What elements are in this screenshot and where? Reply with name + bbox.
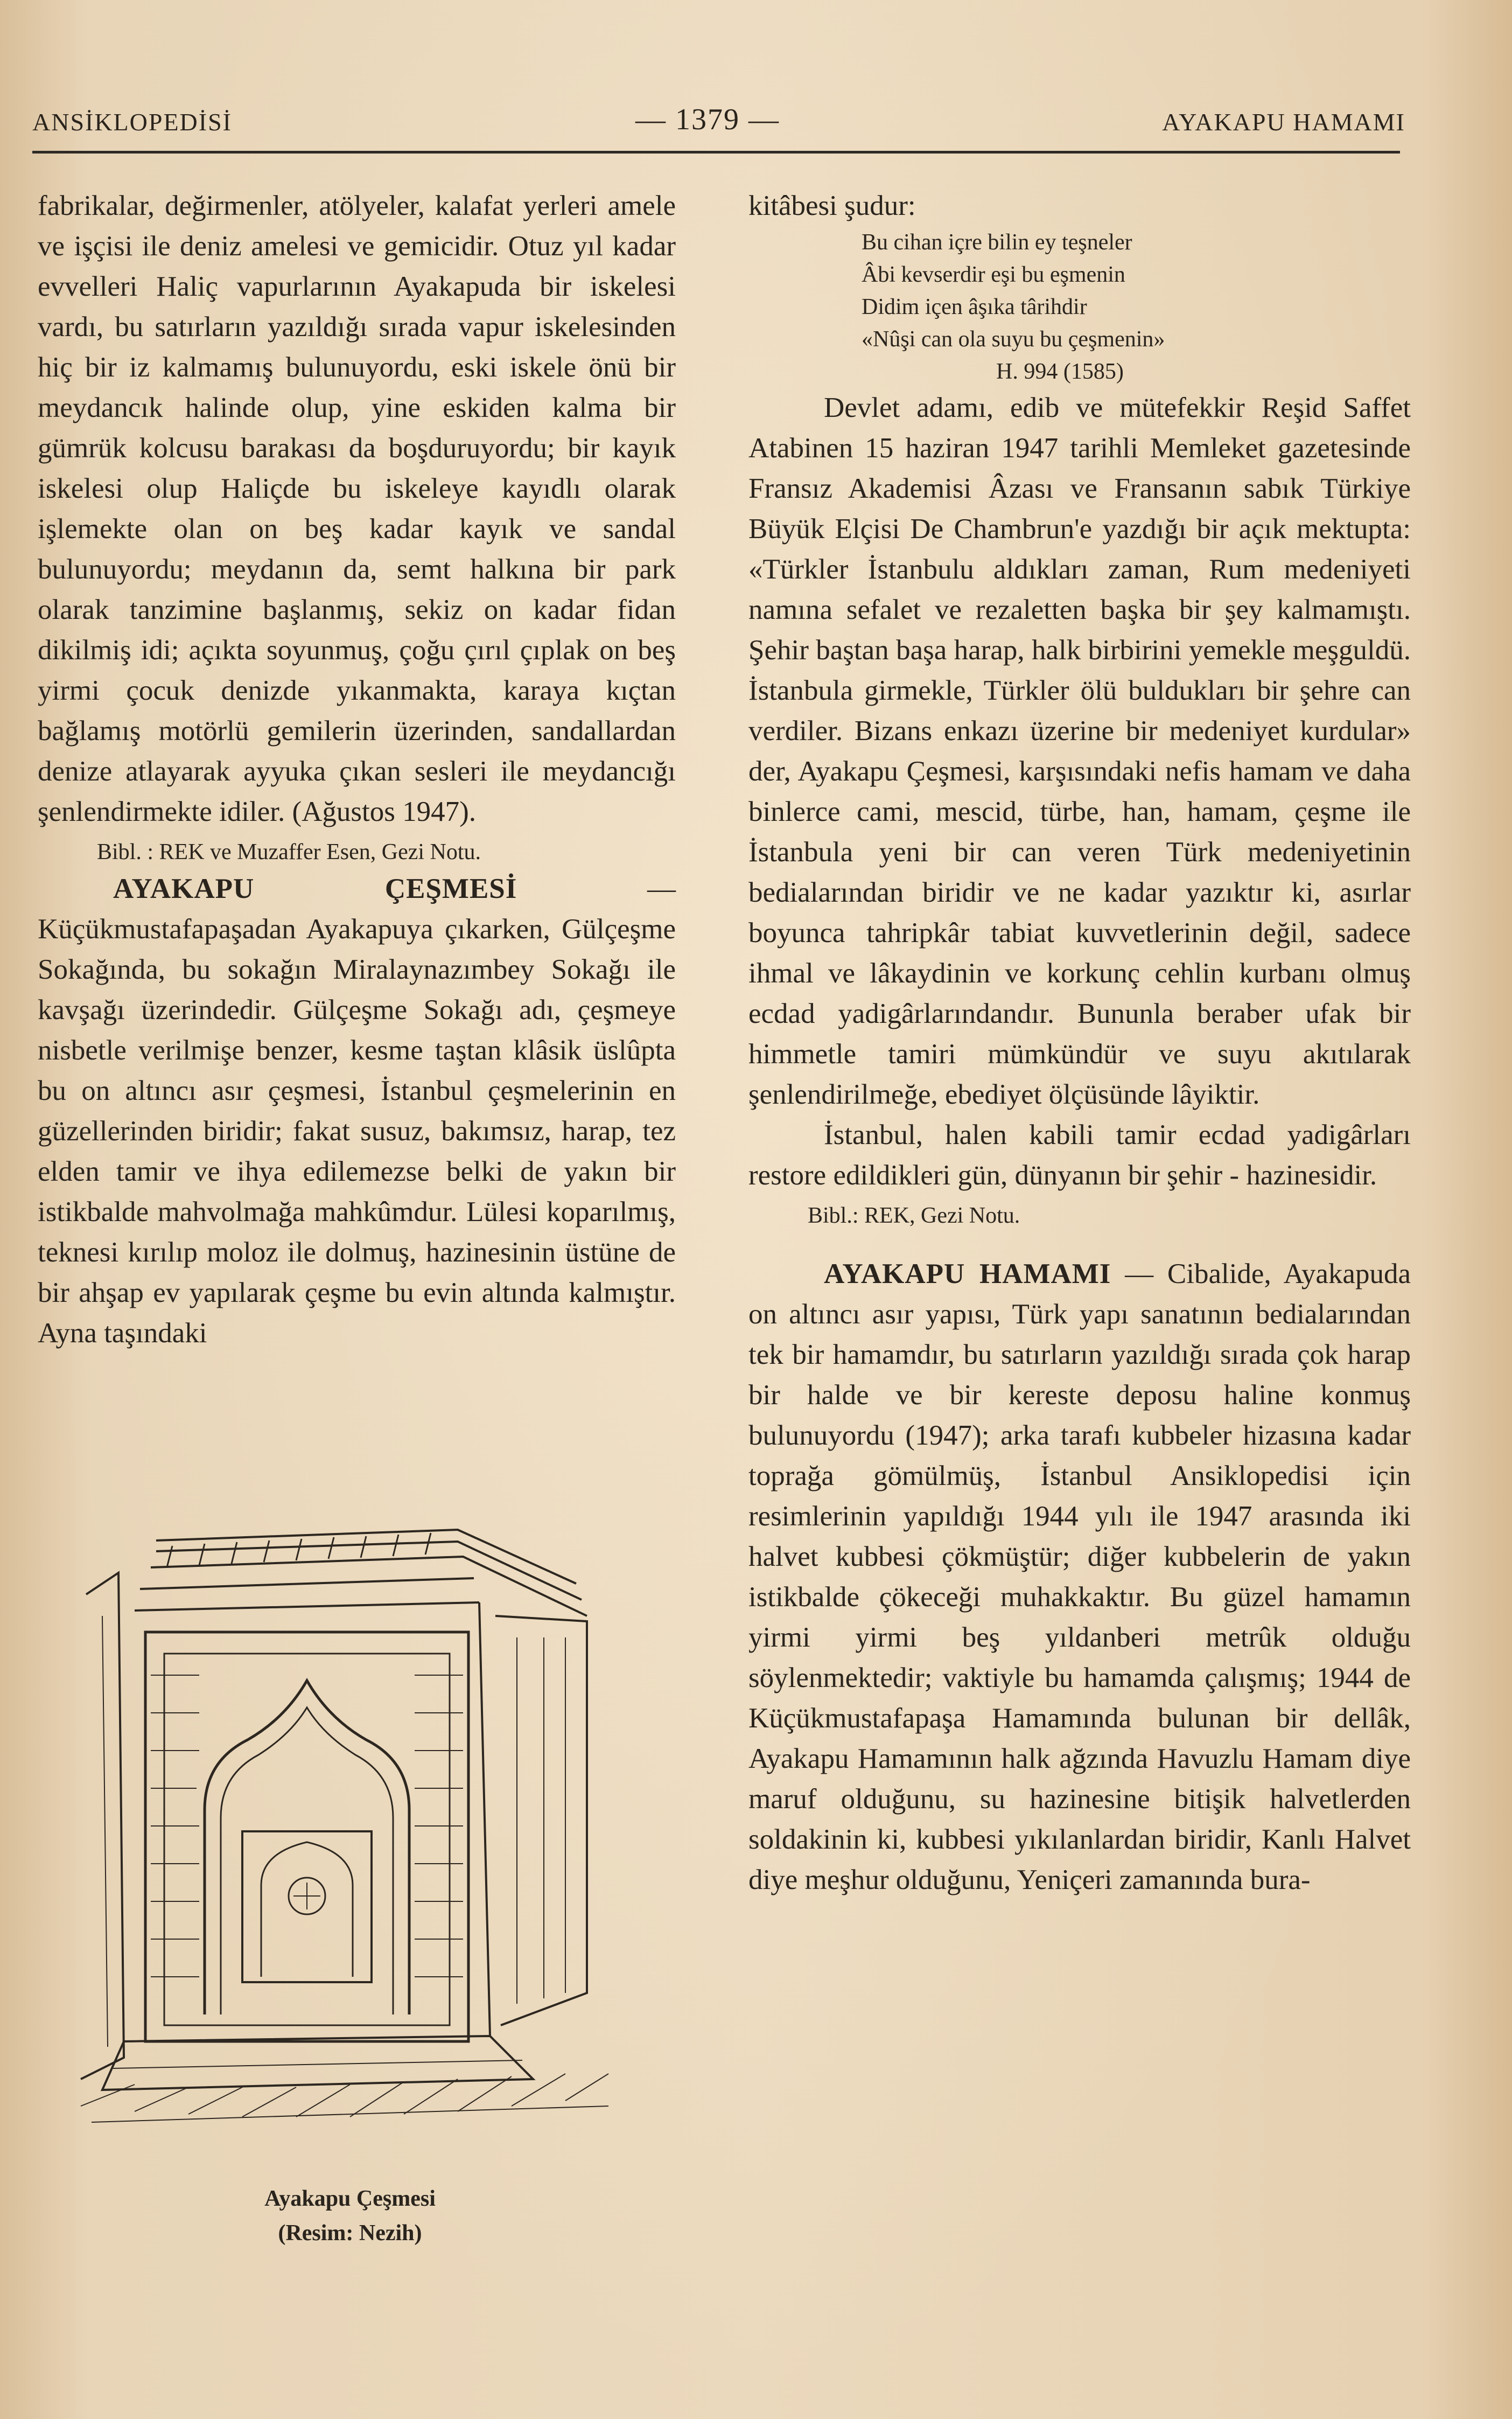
header-rule	[32, 151, 1400, 154]
caption-title: Ayakapu Çeşmesi	[264, 2186, 436, 2211]
figure-caption	[162, 2181, 538, 2250]
running-header	[32, 102, 1405, 151]
poem-line: «Nûşi can ola suyu bu çeşmenin»	[862, 327, 1165, 352]
right-column	[748, 186, 1411, 1900]
bibliography: Bibl.: REK, Gezi Notu.	[808, 1203, 1020, 1228]
inscription-poem	[862, 226, 1411, 388]
fountain-illustration	[48, 1508, 635, 2149]
poem-line: Bu cihan içre bilin ey teşneler	[862, 230, 1132, 255]
entry-body: — Cibalide, Ayakapuda on altıncı asır yapısı, Türk yapı sanatının bedialarından tek bir hamamdır, bu satırların yazıldığı sırada çok harap bir halde ve bir kereste deposu haline konmuş bulunuyordu (1947); arka tarafı kubbeler hizasına kadar toprağa gömülmüş, İstanbul Ansiklopedisi için resimlerinin yapıldığı 1944 yılı ile 1947 arasında iki halvet kubbesi çökmüştür; diğer kubbelerin de yakın istikbalde çökeceği muhakkaktır. Bu güzel hamamın yirmi yirmi beş yıldanberi metrûk olduğu söylenmektedir; vaktiyle bu hamamda çalışmış; 1944 de Küçükmustafapaşa Hamamında bulunan bir dellâk, Ayakapu Hamamının halk ağzında Havuzlu Hamam diye maruf olduğunu, su hazinesine bitişik halvetlerden soldakinin ki, kubbesi yıkılanlardan biridir, Kanlı Halvet diye meşhur olduğunu, Yeniçeri zamanında bura-	[748, 1258, 1411, 1895]
entry-body: — Küçükmustafapaşadan Ayakapuya çıkarken, Gülçeşme Sokağında, bu sokağın Miralaynazımbey Sokağı ile kavşağı üzerindedir. Gülçeşme Sokağı adı, çeşmeye nisbetle verilmişe benzer, kesme taştan klâsik üslûpta bu on altıncı asır çeşmesi, İstanbul çeşmelerinin en güzellerinden biridir; fakat susuz, bakımsız, harap, tez elden tamir ve ihya edilemezse belki de yakın bir istikbalde mahvolmağa mahkûmdur. Lülesi koparılmış, teknesi kırılıp moloz ile dolmuş, hazinesinin üstüne de bir ahşap ev yapılarak çeşme bu evin altında kalmıştır. Ayna taşındaki	[38, 873, 676, 1349]
poem-line: Didim içen âşıka târihdir	[862, 295, 1087, 319]
inscription-intro: kitâbesi şudur:	[748, 190, 916, 221]
page-number: — 1379 —	[635, 103, 780, 136]
entry-ayakapu-cesmesi	[38, 869, 676, 1354]
poem-line: Âbi kevserdir eşi bu eşmenin	[862, 262, 1125, 287]
poem-date: H. 994 (1585)	[996, 359, 1124, 384]
left-column	[38, 186, 676, 1354]
caption-credit: (Resim: Nezih)	[278, 2221, 422, 2246]
paragraph: İstanbul, halen kabili tamir ecdad yadigârları restore edildikleri gün, dünyanın bir şehir - hazinesidir.	[748, 1119, 1411, 1191]
fountain-drawing	[48, 1508, 635, 2149]
paragraph: fabrikalar, değirmenler, atölyeler, kalafat yerleri amele ve işçisi ile deniz amelesi ve gemicidir. Otuz yıl kadar evvelleri Haliç vapurlarının Ayakapuda bir iskelesi vardı, bu satırların yazıldığı sırada vapur iskelesinden hiç bir iz kalmamış bulunuyordu, eski iskele önü bir meydancık halinde olup, yine eskiden kalma bir gümrük kolcusu barakası da boşduruyordu; bir kayık iskelesi olup Haliçde bu iskeleye kayıdlı olarak işlemekte olan on beş kadar kayık ve sandal bulunuyordu; meydanın da, semt halkına bir park olarak tanzimine başlanmış, sekiz on kadar fidan dikilmiş idi; açıkta soyunmuş, çoğu çırıl çıplak on beş yirmi çocuk denizde yıkanmakta, karaya kıçtan bağlamış motörlü gemilerin üzerinden, sandallardan denize atlayarak ayyuka çıkan sesleri ile meydancığı şenlendirmekte idiler. (Ağustos 1947).	[38, 190, 676, 827]
entry-title: AYAKAPU ÇEŞMESİ	[113, 873, 517, 904]
spacer	[748, 1232, 1411, 1254]
entry-ayakapu-hamami	[748, 1254, 1411, 1900]
header-left: ANSİKLOPEDİSİ	[32, 108, 232, 136]
paragraph: Devlet adamı, edib ve mütefekkir Reşid Saffet Atabinen 15 haziran 1947 tarihli Memleket gazetesinde Fransız Akademisi Âzası ve Fransanın sabık Türkiye Büyük Elçisi De Chambrun'e yazdığı bir açık mektupta: «Türkler İstanbulu aldıkları zaman, Rum medeniyeti namına sefalet ve rezaletten başka bir şey kalmamıştı. Şehir baştan başa harap, halk birbirini yemekle meşguldü. İstanbula girmekle, Türkler ölü buldukları bir şehre can verdiler. Bizans enkazı üzerine bir medeniyet kurdular» der, Ayakapu Çeşmesi, karşısındaki nefis hamam ve daha binlerce cami, mescid, türbe, han, hamam, çeşme ile İstanbula yeni bir can veren Türk medeniyetinin bedialarından biridir ve ne kadar yazıktır ki, asırlar boyunca tahripkâr tabiat kuvvetlerinin değil, sadece ihmal ve lâkaydinin ve korkunç cehlin kurbanı olmuş ecdad yadigârlarındandır. Bununla beraber ufak bir himmetle tamiri mümkündür ve suyu akıtılarak şenlendirilmeğe, ebediyet ölçüsünde lâyiktir.	[748, 392, 1411, 1110]
header-right: AYAKAPU HAMAMI	[1162, 108, 1405, 136]
entry-title: AYAKAPU HAMAMI	[824, 1258, 1111, 1289]
bibliography: Bibl. : REK ve Muzaffer Esen, Gezi Notu.	[97, 840, 481, 865]
